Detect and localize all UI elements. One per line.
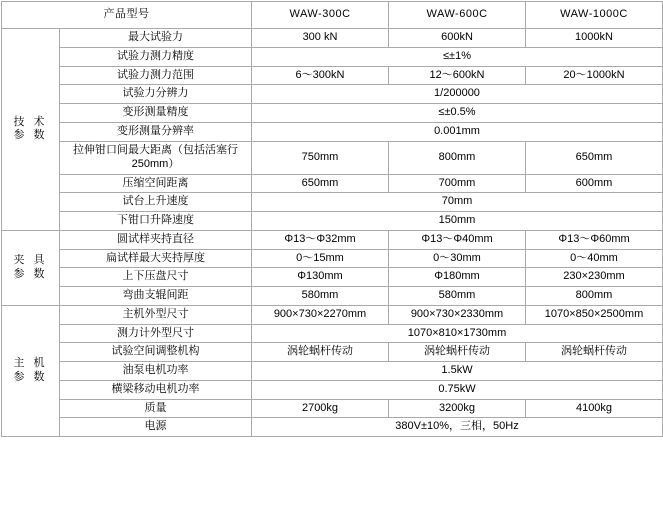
row-value-all-models: 70mm — [252, 193, 663, 212]
row-value-all-models: ≤±1% — [252, 47, 663, 66]
row-value-model-1: 300 kN — [252, 29, 389, 48]
table-row — [2, 418, 663, 437]
specification-table — [1, 1, 663, 437]
row-value-model-2: 580mm — [389, 287, 526, 306]
row-value-model-2: 900×730×2330mm — [389, 305, 526, 324]
row-value-all-models: ≤±0.5% — [252, 104, 663, 123]
row-value-model-1: 900×730×2270mm — [252, 305, 389, 324]
table-row — [2, 212, 663, 231]
row-label: 试验空间调整机构 — [60, 343, 252, 362]
row-value-model-2: 800mm — [389, 141, 526, 174]
row-value-all-models: 1070×810×1730mm — [252, 324, 663, 343]
header-product-model: 产品型号 — [2, 2, 252, 29]
row-value-model-2: 涡轮蜗杆传动 — [389, 343, 526, 362]
row-value-model-3: 1070×850×2500mm — [526, 305, 663, 324]
row-value-model-3: 600mm — [526, 174, 663, 193]
row-value-all-models: 1/200000 — [252, 85, 663, 104]
row-value-model-3: 230×230mm — [526, 268, 663, 287]
row-label: 电源 — [60, 418, 252, 437]
row-value-model-1: 涡轮蜗杆传动 — [252, 343, 389, 362]
row-label: 试台上升速度 — [60, 193, 252, 212]
group-label-3: 主 机 参 数 — [2, 305, 60, 436]
row-value-model-2: 700mm — [389, 174, 526, 193]
row-label: 压缩空间距离 — [60, 174, 252, 193]
header-model-1: WAW-300C — [252, 2, 389, 29]
row-value-model-2: Φ180mm — [389, 268, 526, 287]
row-value-model-1: Φ13～Φ32mm — [252, 230, 389, 249]
table-row — [2, 29, 663, 48]
row-value-model-2: 3200kg — [389, 399, 526, 418]
row-value-all-models: 1.5kW — [252, 362, 663, 381]
row-label: 测力计外型尺寸 — [60, 324, 252, 343]
group-label-2: 夹 具 参 数 — [2, 230, 60, 305]
row-label: 质量 — [60, 399, 252, 418]
row-value-model-2: 0～30mm — [389, 249, 526, 268]
table-row — [2, 174, 663, 193]
table-row — [2, 104, 663, 123]
row-label: 最大试验力 — [60, 29, 252, 48]
row-label: 横梁移动电机功率 — [60, 380, 252, 399]
table-row — [2, 268, 663, 287]
table-row — [2, 399, 663, 418]
row-value-model-1: 0～15mm — [252, 249, 389, 268]
row-label: 扁试样最大夹持厚度 — [60, 249, 252, 268]
row-value-model-3: 1000kN — [526, 29, 663, 48]
table-row — [2, 362, 663, 381]
row-value-all-models: 150mm — [252, 212, 663, 231]
header-model-3: WAW-1000C — [526, 2, 663, 29]
row-value-all-models: 0.75kW — [252, 380, 663, 399]
row-label: 变形测量分辨率 — [60, 122, 252, 141]
row-label: 拉伸钳口间最大距离（包括活塞行 250mm） — [60, 141, 252, 174]
row-value-all-models: 380V±10%，三相，50Hz — [252, 418, 663, 437]
row-label: 变形测量精度 — [60, 104, 252, 123]
table-row — [2, 380, 663, 399]
group-label-1: 技 术 参 数 — [2, 29, 60, 231]
row-label: 圆试样夹持直径 — [60, 230, 252, 249]
table-row — [2, 141, 663, 174]
row-label: 试验力测力范围 — [60, 66, 252, 85]
row-value-all-models: 0.001mm — [252, 122, 663, 141]
row-value-model-1: 2700kg — [252, 399, 389, 418]
row-value-model-3: Φ13～Φ60mm — [526, 230, 663, 249]
row-value-model-1: 650mm — [252, 174, 389, 193]
row-value-model-2: Φ13～Φ40mm — [389, 230, 526, 249]
row-label: 试验力分辨力 — [60, 85, 252, 104]
row-value-model-3: 20～1000kN — [526, 66, 663, 85]
row-label: 主机外型尺寸 — [60, 305, 252, 324]
row-value-model-3: 涡轮蜗杆传动 — [526, 343, 663, 362]
row-value-model-2: 600kN — [389, 29, 526, 48]
row-value-model-3: 800mm — [526, 287, 663, 306]
row-label: 试验力测力精度 — [60, 47, 252, 66]
table-header-row — [2, 2, 663, 29]
table-row — [2, 324, 663, 343]
table-row — [2, 343, 663, 362]
table-row — [2, 193, 663, 212]
row-value-model-1: Φ130mm — [252, 268, 389, 287]
row-value-model-2: 12～600kN — [389, 66, 526, 85]
row-value-model-3: 0～40mm — [526, 249, 663, 268]
row-label: 下钳口升降速度 — [60, 212, 252, 231]
row-label: 弯曲支辊间距 — [60, 287, 252, 306]
table-row — [2, 47, 663, 66]
row-value-model-3: 650mm — [526, 141, 663, 174]
row-value-model-1: 6～300kN — [252, 66, 389, 85]
header-model-2: WAW-600C — [389, 2, 526, 29]
table-row — [2, 305, 663, 324]
table-row — [2, 230, 663, 249]
row-label: 上下压盘尺寸 — [60, 268, 252, 287]
row-value-model-3: 4100kg — [526, 399, 663, 418]
row-value-model-1: 580mm — [252, 287, 389, 306]
table-row — [2, 287, 663, 306]
row-label: 油泵电机功率 — [60, 362, 252, 381]
table-row — [2, 85, 663, 104]
table-row — [2, 122, 663, 141]
table-row — [2, 66, 663, 85]
row-value-model-1: 750mm — [252, 141, 389, 174]
table-row — [2, 249, 663, 268]
